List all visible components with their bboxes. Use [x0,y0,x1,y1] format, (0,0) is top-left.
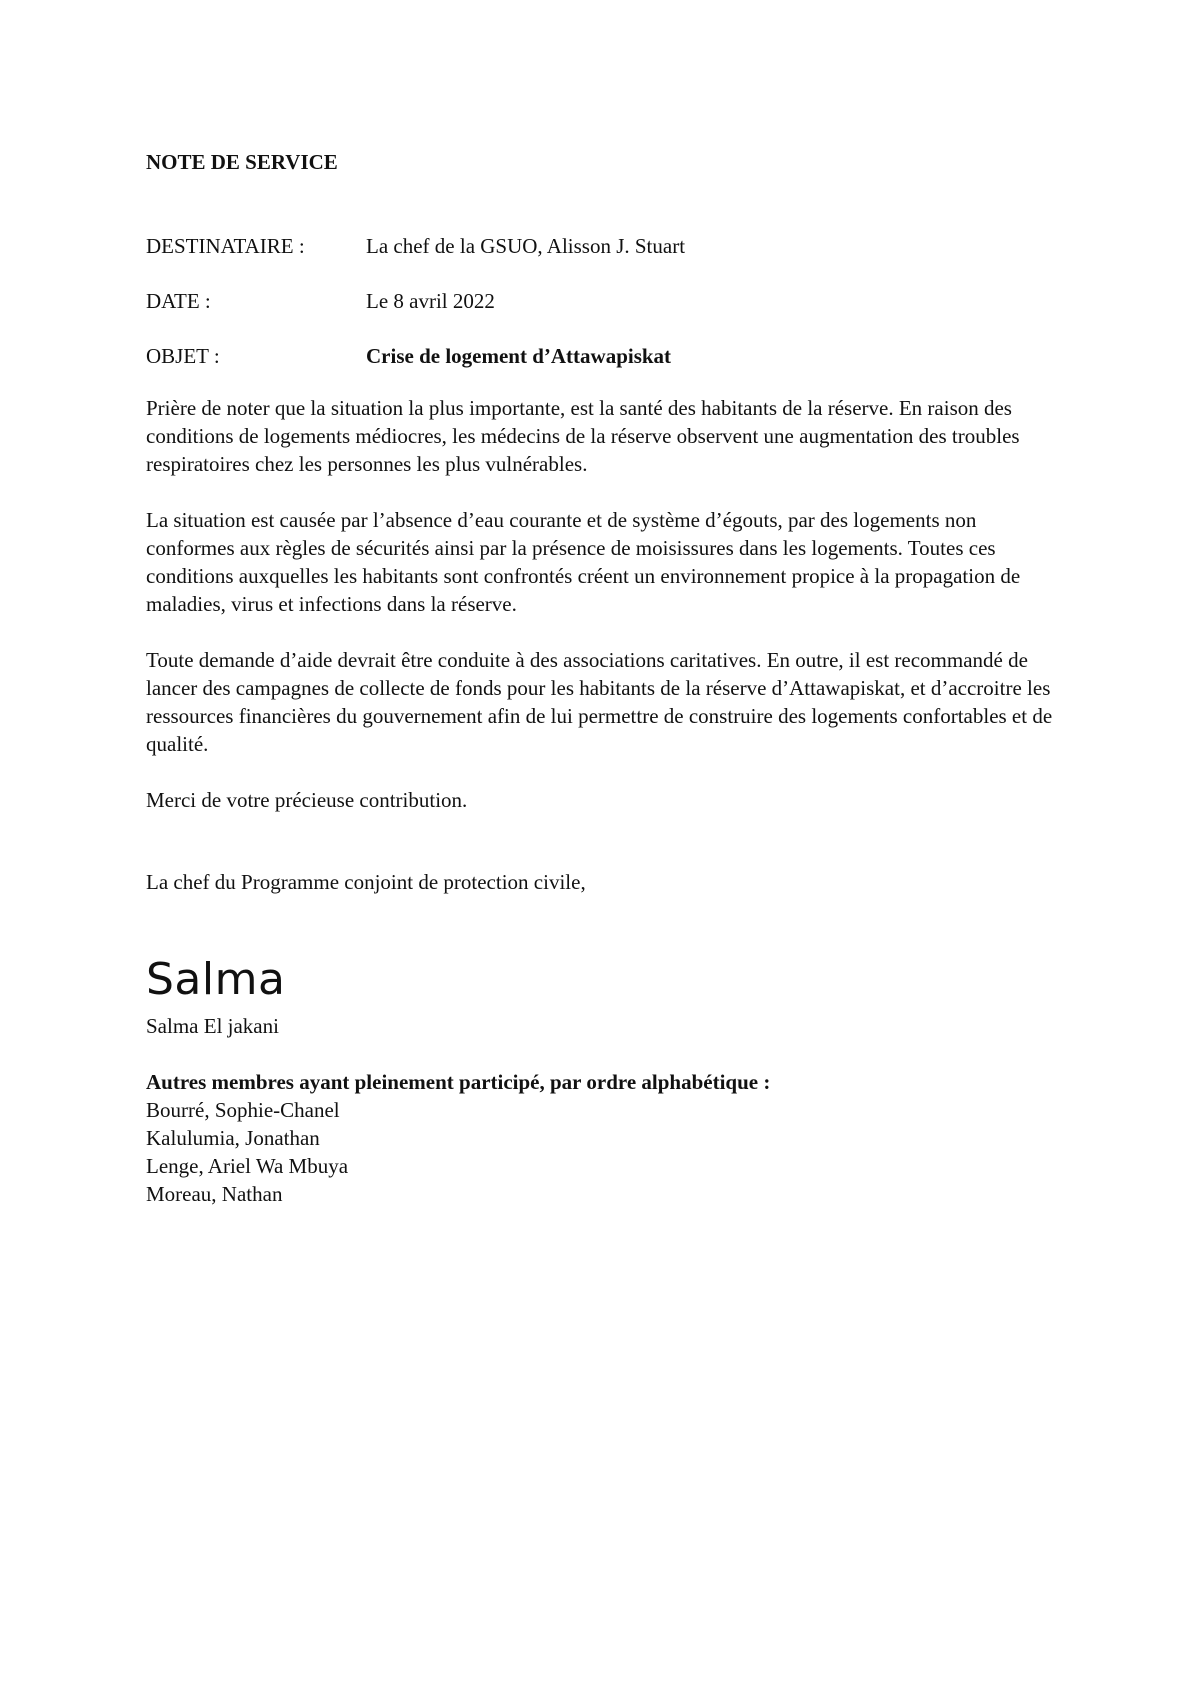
field-date [146,287,1066,315]
memo-body [146,148,1066,1208]
list-item: Moreau, Nathan [146,1182,283,1206]
memo-title: NOTE DE SERVICE [146,150,338,174]
paragraph-causes: La situation est causée par l’absence d’eau courante et de système d’égouts, par des logements non conformes aux règles de sécurités ainsi par la présence de moisissures dans les logements. Toutes ces conditions auxquelles les habitants sont confrontés créent un environnement propice à la propagation de maladies, virus et infections dans la réserve. [146,508,1021,616]
field-subject-label: OBJET : [146,344,220,368]
list-item: Lenge, Ariel Wa Mbuya [146,1154,349,1178]
field-recipient [146,232,1066,260]
field-recipient-value: La chef de la GSUO, Alisson J. Stuart [366,234,686,258]
field-subject [146,342,1066,370]
list-item: Bourré, Sophie-Chanel [146,1098,340,1122]
members-list [146,1096,1066,1208]
thanks-line: Merci de votre précieuse contribution. [146,788,468,812]
paragraph-health: Prière de noter que la situation la plus importante, est la santé des habitants de la réserve. En raison des conditions de logements médiocres, les médecins de la réserve observent une augmentation des troubles respiratoires chez les personnes les plus vulnérables. [146,396,1020,476]
field-date-value: Le 8 avril 2022 [366,289,495,313]
closing-line: La chef du Programme conjoint de protection civile, [146,870,586,894]
handwritten-signature: Salma [146,954,286,1005]
signer-name: Salma El jakani [146,1014,279,1038]
field-subject-value: Crise de logement d’Attawapiskat [366,344,672,368]
field-date-label: DATE : [146,289,211,313]
paragraph-recommendations: Toute demande d’aide devrait être conduite à des associations caritatives. En outre, il est recommandé de lancer des campagnes de collecte de fonds pour les habitants de la réserve d’Attawapiskat, et d’accroitre les ressources financières du gouvernement afin de lui permettre de construire des logements confortables et de qualité. [146,648,1053,756]
field-recipient-label: DESTINATAIRE : [146,234,305,258]
members-heading: Autres membres ayant pleinement participé, par ordre alphabétique : [146,1070,771,1094]
list-item: Kalulumia, Jonathan [146,1126,320,1150]
